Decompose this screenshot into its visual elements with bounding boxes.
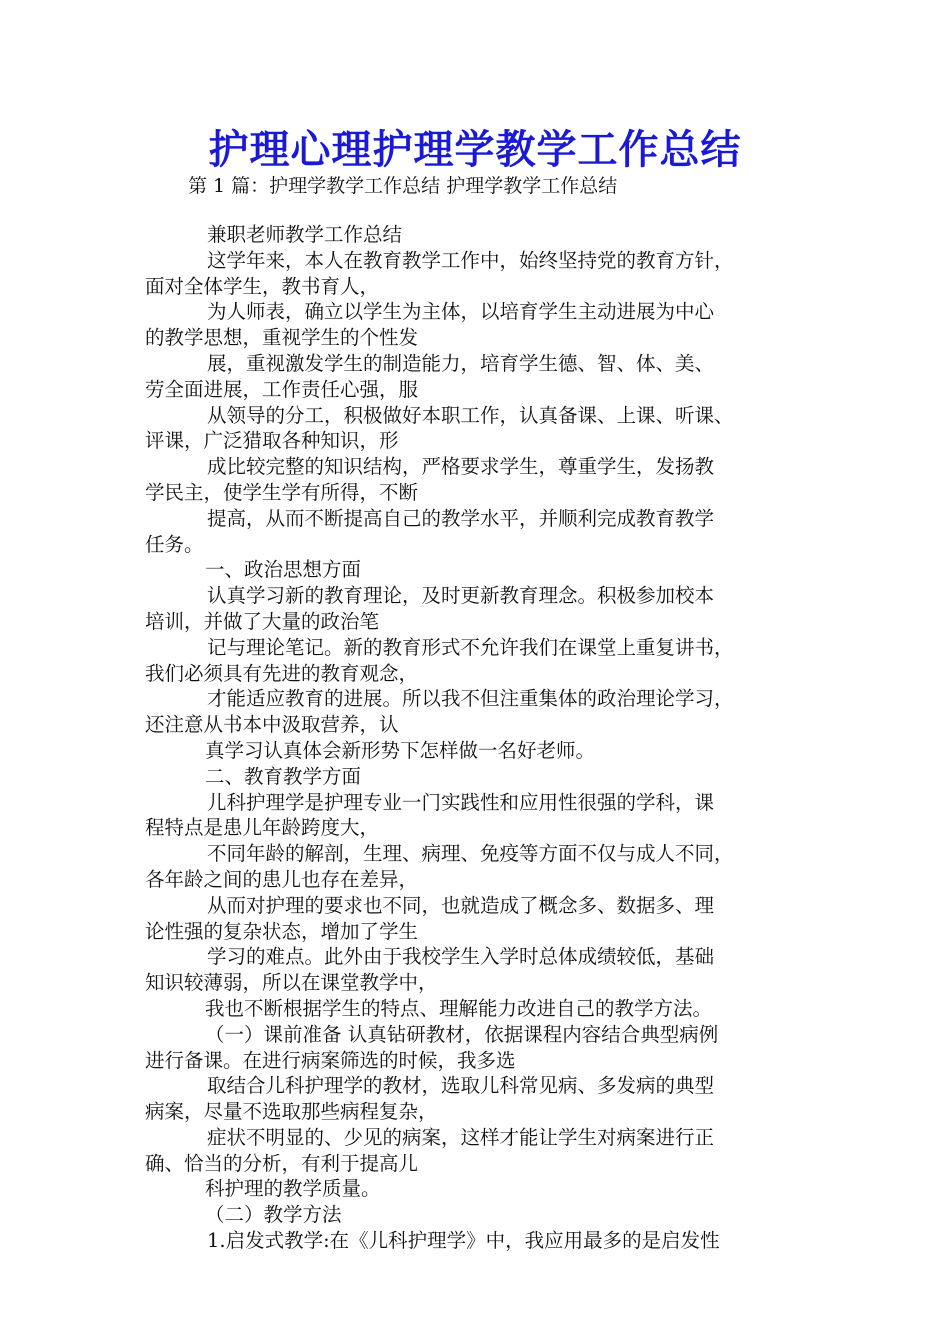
text-line: （二）教学方法	[205, 1203, 342, 1227]
text-line: 从而对护理的要求也不同，也就造成了概念多、数据多、理	[207, 893, 715, 917]
text-line: 论性强的复杂状态，增加了学生	[145, 919, 419, 943]
text-line: 取结合儿科护理学的教材，选取儿科常见病、多发病的典型	[207, 1074, 715, 1098]
text-line: 记与理论笔记。新的教育形式不允许我们在课堂上重复讲书，	[207, 635, 734, 659]
text-line: 知识较薄弱，所以在课堂教学中，	[145, 971, 438, 995]
text-line: 科护理的教学质量。	[205, 1177, 381, 1201]
text-line: 认真学习新的教育理论，及时更新教育理念。积极参加校本	[207, 584, 715, 608]
text-line: 程特点是患儿年龄跨度大，	[145, 816, 380, 840]
text-line: 1.启发式教学:在《儿科护理学》中，我应用最多的是启发性	[207, 1229, 720, 1253]
text-line: 成比较完整的知识结构，严格要求学生，尊重学生，发扬教	[207, 455, 715, 479]
text-line: （一）课前准备 认真钻研教材，依据课程内容结合典型病例	[205, 1022, 719, 1046]
text-line: 培训，并做了大量的政治笔	[145, 609, 380, 633]
text-line: 各年龄之间的患儿也存在差异，	[145, 867, 419, 891]
text-line: 儿科护理学是护理专业一门实践性和应用性很强的学科，课	[207, 790, 715, 814]
text-line: 展，重视激发学生的制造能力，培育学生德、智、体、美、	[207, 351, 715, 375]
text-line: 兼职老师教学工作总结	[207, 223, 403, 246]
text-line: 病案，尽量不选取那些病程复杂，	[145, 1100, 438, 1124]
text-line: 劳全面进展，工作责任心强，服	[145, 377, 419, 401]
text-line: 才能适应教育的进展。所以我不但注重集体的政治理论学习，	[207, 687, 734, 711]
text-line: 进行备课。在进行病案筛选的时候，我多选	[145, 1048, 516, 1072]
text-line: 提高，从而不断提高自己的教学水平，并顺利完成教育教学	[207, 506, 715, 530]
text-line: 我们必须具有先进的教育观念，	[145, 661, 419, 685]
text-line: 我也不断根据学生的特点、理解能力改进自己的教学方法。	[205, 996, 713, 1020]
text-line: 这学年来，本人在教育教学工作中，始终坚持党的教育方针，	[207, 248, 734, 272]
text-line: 不同年龄的解剖，生理、病理、免疫等方面不仅与成人不同，	[207, 842, 734, 866]
document-body	[145, 222, 835, 1254]
text-line: 学习的难点。此外由于我校学生入学时总体成绩较低，基础	[207, 945, 715, 969]
text-line: 面对全体学生，教书育人，	[145, 274, 380, 298]
text-line: 症状不明显的、少见的病案，这样才能让学生对病案进行正	[207, 1125, 715, 1149]
text-line: 真学习认真体会新形势下怎样做一名好老师。	[205, 738, 596, 762]
text-line: 还注意从书本中汲取营养，认	[145, 713, 399, 737]
document-title: 护理心理护理学教学工作总结	[208, 126, 742, 173]
text-line: 任务。	[145, 532, 204, 556]
text-line: 为人师表，确立以学生为主体，以培育学生主动进展为中心	[207, 300, 715, 324]
text-line: 从领导的分工，积极做好本职工作，认真备课、上课、听课、	[207, 403, 734, 427]
text-line: 评课，广泛猎取各种知识，形	[145, 429, 399, 453]
text-line: 学民主，使学生学有所得，不断	[145, 480, 419, 504]
text-line: 一、政治思想方面	[205, 558, 362, 582]
text-line: 二、教育教学方面	[205, 764, 362, 788]
text-line: 的教学思想，重视学生的个性发	[145, 326, 419, 350]
text-line: 确、恰当的分析，有利于提高儿	[145, 1151, 419, 1175]
document-subtitle: 第 1 篇：护理学教学工作总结 护理学教学工作总结	[188, 175, 618, 197]
